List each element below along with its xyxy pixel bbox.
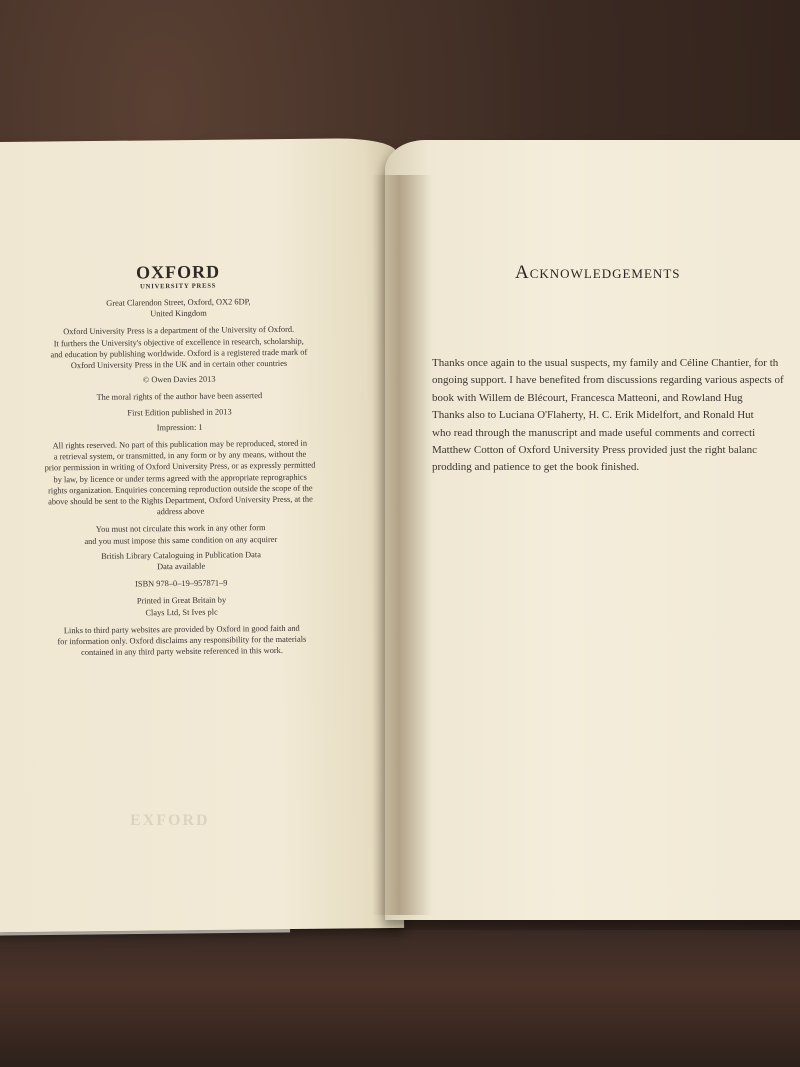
- rights-line: a retrieval system, or transmitted, in any form or by any means, without the: [53, 449, 307, 462]
- isbn: ISBN 978–0–19–957871–9: [135, 578, 228, 589]
- body-line: Matthew Cotton of Oxford University Press provided just the right balanc: [432, 444, 758, 457]
- address-line: Great Clarendon Street, Oxford, OX2 6DP,: [106, 297, 251, 308]
- page-title: Acknowledgements: [515, 262, 681, 283]
- copyright-page-text: [28, 260, 332, 659]
- rights-line: prior permission in writing of Oxford University Press, or as expressly permitted: [44, 461, 316, 473]
- acknowledgements-body: [432, 355, 800, 477]
- body-line: book with Willem de Blécourt, Francesca Matteoni, and Rowland Hug: [432, 391, 743, 404]
- rights-line: All rights reserved. No part of this publication may be reproduced, stored in: [52, 438, 308, 451]
- body-line: who read through the manuscript and made useful comments and correcti: [432, 426, 756, 439]
- body-line: Thanks once again to the usual suspects, my family and Céline Chantier, for th: [432, 357, 779, 369]
- circulate-line: and you must impose this same condition on any acquirer: [84, 534, 278, 546]
- table-surface: [0, 930, 800, 1067]
- mission-line: It furthers the University's objective of excellence in research, scholarship,: [53, 336, 304, 348]
- rights-line: above should be sent to the Rights Department, Oxford University Press, at the: [48, 494, 313, 507]
- printer-line: Printed in Great Britain by: [136, 595, 227, 606]
- mission-line: Oxford University Press in the UK and in certain other countries: [70, 358, 288, 371]
- links-line: for information only. Oxford disclaims any responsibility for the materials: [57, 634, 307, 647]
- address-line: United Kingdom: [150, 308, 207, 319]
- show-through-text: EXFORD: [130, 812, 210, 829]
- rights-line: by law, by licence or under terms agreed with the appropriate reprographics: [53, 472, 307, 484]
- right-page: [385, 140, 800, 920]
- cataloguing-line: British Library Cataloguing in Publication Data: [101, 550, 261, 561]
- rights-line: rights organization. Enquiries concerning reproduction outside the scope of the: [48, 483, 313, 496]
- mission-line: Oxford University Press is a department of the University of Oxford.: [63, 325, 295, 337]
- moral-rights: The moral rights of the author have been asserted: [96, 391, 263, 403]
- links-line: contained in any third party website referenced in this work.: [81, 646, 283, 658]
- circulate-line: You must not circulate this work in any other form: [95, 523, 266, 535]
- mission-line: and education by publishing worldwide. Oxford is a registered trade mark of: [50, 347, 308, 360]
- copyright-notice: © Owen Davies 2013: [142, 374, 216, 385]
- body-line: ongoing support. I have benefited from discussions regarding various aspects of: [432, 374, 784, 387]
- publisher-subtitle: UNIVERSITY PRESS: [140, 282, 217, 291]
- links-line: Links to third party websites are provided by Oxford in good faith and: [63, 623, 300, 636]
- rights-statement: [30, 437, 331, 519]
- body-line: prodding and patience to get the book finished.: [432, 461, 640, 474]
- mission-statement: [29, 324, 329, 372]
- impression: Impression: 1: [156, 422, 203, 433]
- body-line: Thanks also to Luciana O'Flaherty, H. C. Erik Midelfort, and Ronald Hut: [432, 409, 754, 422]
- links-disclaimer: [32, 622, 332, 659]
- publisher-logo: OXFORD: [135, 261, 221, 283]
- cataloguing-line: Data available: [156, 561, 206, 572]
- book-gutter: [372, 175, 432, 915]
- printer-line: Clays Ltd, St Ives plc: [145, 607, 218, 618]
- rights-line: address above: [156, 507, 205, 517]
- first-edition: First Edition published in 2013: [127, 407, 232, 418]
